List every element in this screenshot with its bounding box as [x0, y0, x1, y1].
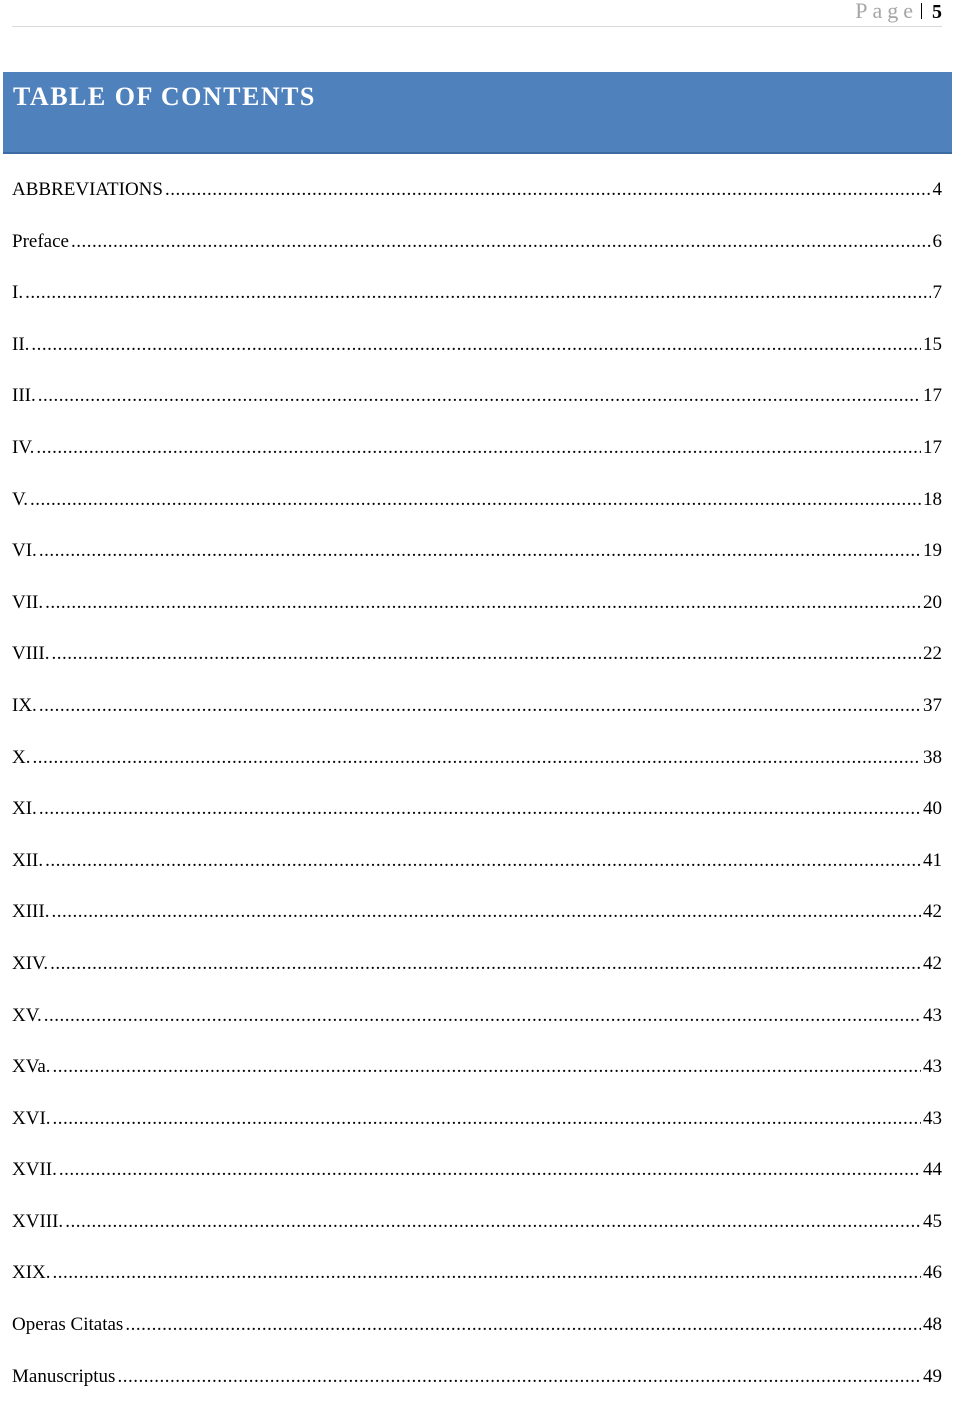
toc-dot-leader	[53, 1253, 921, 1293]
page-header	[12, 0, 942, 27]
toc-entry[interactable]	[12, 273, 942, 325]
toc-entry-page: 43	[923, 1107, 942, 1129]
toc-dot-leader	[51, 892, 921, 932]
toc-entry-label: XVI.	[12, 1107, 51, 1129]
page-number: 5	[932, 1, 942, 23]
toc-entry-label: VII.	[12, 591, 44, 613]
toc-dot-leader	[31, 325, 921, 365]
toc-dot-leader	[65, 1202, 921, 1242]
toc-entry[interactable]	[12, 531, 942, 583]
toc-entry-label: XVII.	[12, 1159, 57, 1181]
toc-entry-label: ABBREVIATIONS	[12, 179, 163, 200]
toc-entry-page: 40	[923, 798, 942, 820]
toc-entry-label: XVa.	[12, 1056, 51, 1078]
toc-entry[interactable]	[12, 634, 942, 686]
toc-entry-page: 44	[923, 1159, 942, 1181]
page-label: Page	[855, 0, 918, 23]
toc-entry-label: XIX.	[12, 1262, 51, 1284]
toc-entry-label: XVIII.	[12, 1210, 64, 1232]
toc-entry-page: 46	[923, 1262, 942, 1284]
toc-entry[interactable]	[12, 222, 942, 274]
toc-entry-label: XIII.	[12, 901, 50, 923]
toc-entry-label: Operas Citatas	[12, 1314, 124, 1336]
toc-entry[interactable]	[12, 170, 942, 222]
toc-entry[interactable]	[12, 841, 942, 893]
toc-entry[interactable]	[12, 325, 942, 377]
toc-entry-label: VIII.	[12, 643, 50, 665]
toc-title-banner	[3, 72, 952, 154]
page-header-separator	[921, 3, 922, 19]
toc-entry[interactable]	[12, 1150, 942, 1202]
toc-dot-leader	[38, 376, 921, 416]
toc-entry[interactable]	[12, 892, 942, 944]
toc-entry[interactable]	[12, 1305, 942, 1357]
toc-entry[interactable]	[12, 428, 942, 480]
toc-dot-leader	[165, 170, 931, 210]
toc-dot-leader	[39, 531, 921, 571]
toc-dot-leader	[36, 428, 921, 468]
toc-entry-page: 49	[923, 1365, 942, 1387]
toc-title: TABLE OF CONTENTS	[13, 82, 316, 111]
toc-entry-page: 17	[923, 385, 942, 407]
toc-dot-leader	[53, 1099, 921, 1139]
toc-entry-page: 22	[923, 643, 942, 665]
toc-entry-page: 18	[923, 488, 942, 510]
toc-dot-leader	[39, 686, 921, 726]
toc-dot-leader	[125, 1305, 921, 1345]
toc-entry[interactable]	[12, 944, 942, 996]
toc-dot-leader	[39, 789, 921, 829]
toc-entry-page: 37	[923, 694, 942, 716]
toc-dot-leader	[71, 222, 931, 262]
toc-entry-page: 42	[923, 952, 942, 974]
toc-list	[12, 170, 942, 1408]
toc-entry-label: XV.	[12, 1004, 42, 1026]
toc-dot-leader	[25, 273, 930, 313]
toc-entry-label: IV.	[12, 436, 35, 458]
toc-entry[interactable]	[12, 1099, 942, 1151]
toc-entry-page: 15	[923, 333, 942, 355]
toc-entry-page: 42	[923, 901, 942, 923]
toc-entry-page: 19	[923, 540, 942, 562]
toc-entry-page: 4	[932, 179, 942, 200]
toc-entry[interactable]	[12, 1047, 942, 1099]
toc-entry-page: 20	[923, 591, 942, 613]
toc-entry[interactable]	[12, 996, 942, 1048]
toc-dot-leader	[53, 1047, 921, 1087]
toc-entry[interactable]	[12, 480, 942, 532]
toc-entry-page: 7	[932, 282, 942, 304]
toc-entry-page: 38	[923, 746, 942, 768]
toc-entry[interactable]	[12, 1253, 942, 1305]
toc-entry[interactable]	[12, 686, 942, 738]
toc-entry-label: XIV.	[12, 952, 49, 974]
toc-entry-page: 17	[923, 436, 942, 458]
toc-dot-leader	[59, 1150, 921, 1190]
toc-dot-leader	[44, 996, 921, 1036]
toc-entry-label: Preface	[12, 230, 69, 252]
toc-entry-label: II.	[12, 333, 30, 355]
toc-entry[interactable]	[12, 376, 942, 428]
toc-entry-label: IX.	[12, 694, 37, 716]
toc-entry-page: 45	[923, 1210, 942, 1232]
toc-entry-label: VI.	[12, 540, 37, 562]
toc-dot-leader	[51, 634, 921, 674]
toc-dot-leader	[117, 1357, 921, 1397]
toc-entry-page: 43	[923, 1056, 942, 1078]
toc-entry-label: XII.	[12, 849, 44, 871]
toc-dot-leader	[32, 738, 921, 778]
toc-entry-page: 41	[923, 849, 942, 871]
toc-entry[interactable]	[12, 789, 942, 841]
toc-entry-label: Manuscriptus	[12, 1365, 116, 1387]
toc-entry[interactable]	[12, 1202, 942, 1254]
toc-entry-label: X.	[12, 746, 31, 768]
toc-entry-label: III.	[12, 385, 36, 407]
toc-entry-page: 48	[923, 1314, 942, 1336]
toc-entry[interactable]	[12, 583, 942, 635]
toc-dot-leader	[50, 944, 921, 984]
toc-entry-label: V.	[12, 488, 29, 510]
toc-entry[interactable]	[12, 738, 942, 790]
toc-entry-label: XI.	[12, 798, 37, 820]
toc-entry-page: 43	[923, 1004, 942, 1026]
toc-entry-page: 6	[932, 230, 942, 252]
toc-dot-leader	[45, 583, 921, 623]
toc-entry[interactable]	[12, 1357, 942, 1408]
toc-dot-leader	[45, 841, 921, 881]
toc-dot-leader	[30, 480, 921, 520]
toc-entry-label: I.	[12, 282, 24, 304]
